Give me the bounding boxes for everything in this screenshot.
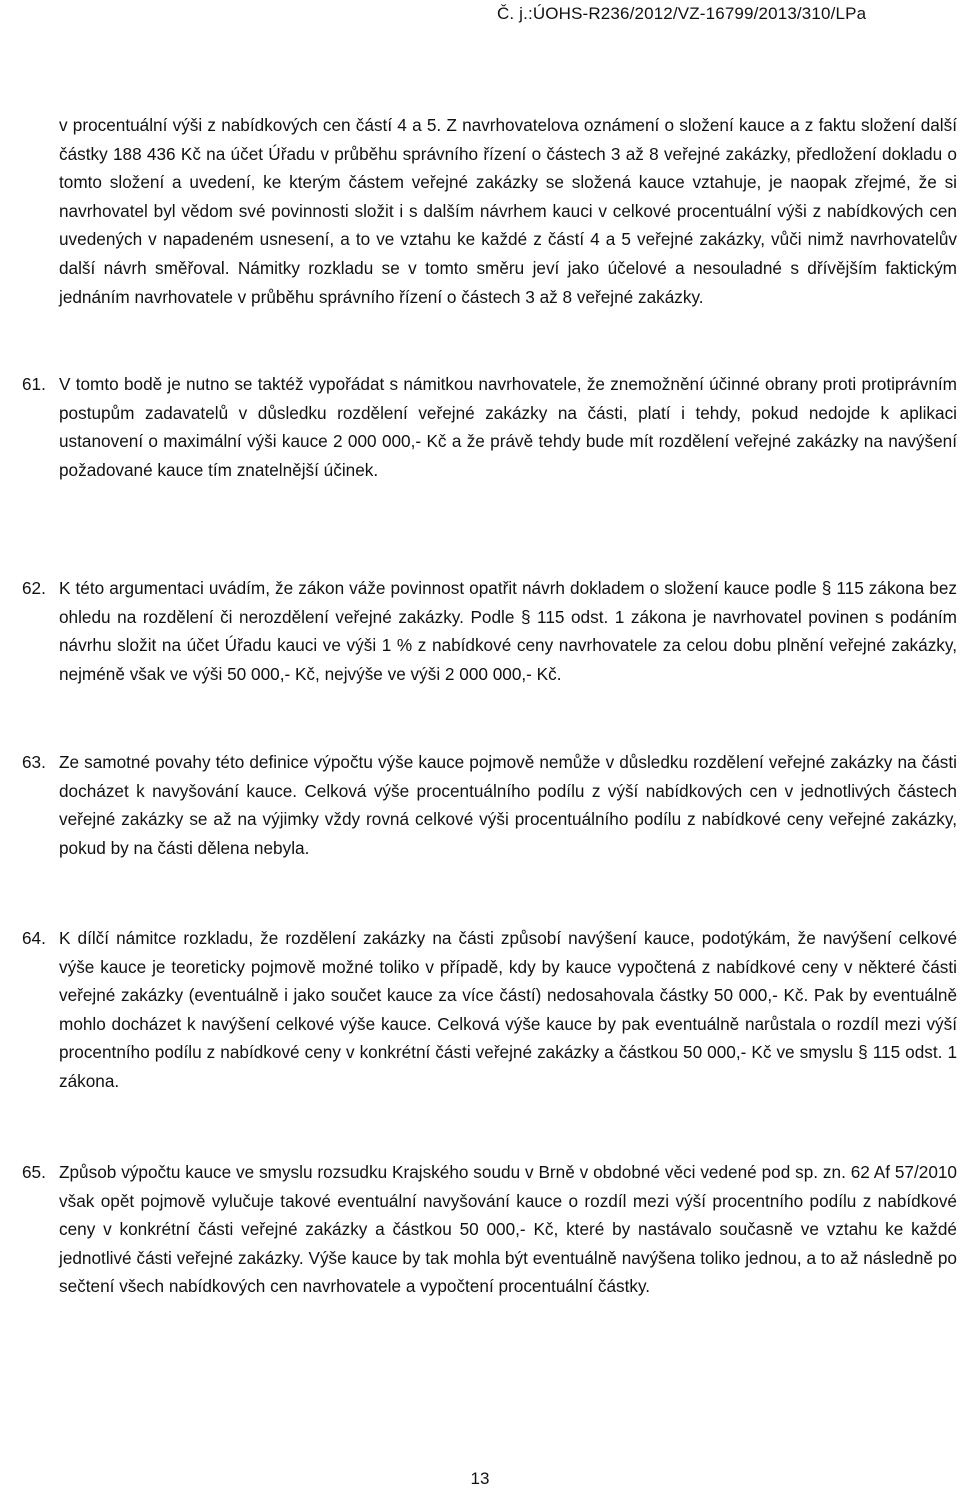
paragraph-text: V tomto bodě je nutno se taktéž vypořádat s námitkou navrhovatele, že znemožnění účinné obrany proti protiprávním postupům zadavatelů v důsledku rozdělení veřejné zakázky na části, platí i tehdy, pokud nedojde k aplikaci ustanovení o maximální výši kauce 2 000 000,- Kč a že právě tehdy bude mít rozdělení veřejné zakázky na navýšení požadované kauce tím znatelnější účinek. (59, 374, 957, 480)
paragraph-number: 61. (22, 374, 46, 394)
paragraph-61 (22, 370, 957, 484)
paragraph-text: Ze samotné povahy této definice výpočtu výše kauce pojmově nemůže v důsledku rozdělení veřejné zakázky na části docházet k navyšování kauce. Celková výše procentuálního podílu z výší nabídkových cen v jednotlivých částech veřejné zakázky se až na výjimky vždy rovná celkové výši procentuálního podílu z nabídkové ceny veřejné zakázky, pokud by na části dělena nebyla. (59, 752, 957, 858)
paragraph-text: K této argumentaci uvádím, že zákon váže povinnost opatřit návrh dokladem o složení kauce podle § 115 zákona bez ohledu na rozdělení či nerozdělení veřejné zakázky. Podle § 115 odst. 1 zákona je navrhovatel povinen s podáním návrhu složit na účet Úřadu kauci ve výši 1 % z nabídkové ceny navrhovatele za celou dobu plnění veřejné zakázky, nejméně však ve výši 50 000,- Kč, nejvýše ve výši 2 000 000,- Kč. (59, 578, 957, 684)
paragraph-number: 64. (22, 928, 46, 948)
paragraph-number: 63. (22, 752, 46, 772)
paragraph-continuation: v procentuální výši z nabídkových cen částí 4 a 5. Z navrhovatelova oznámení o složení kauce a z faktu složení další částky 188 436 Kč na účet Úřadu v průběhu správního řízení o částech 3 až 8 veřejné zakázky, předložení dokladu o tomto složení a uvedení, ke kterým částem veřejné zakázky se složená kauce vztahuje, je naopak zřejmé, že si navrhovatel byl vědom své povinnosti složit i s dalším návrhem kauci v celkové procentuální výši z nabídkových cen uvedených v napadeném usnesení, a to ve vztahu ke každé z částí 4 a 5 veřejné zakázky, vůči nimž navrhovatelův další návrh směřoval. Námitky rozkladu se v tomto směru jeví jako účelové a nesouladné s dřívějším faktickým jednáním navrhovatele v průběhu správního řízení o částech 3 až 8 veřejné zakázky. (59, 115, 957, 307)
paragraph-63 (22, 748, 957, 862)
paragraph-62 (22, 574, 957, 688)
paragraph-text: Způsob výpočtu kauce ve smyslu rozsudku Krajského soudu v Brně v obdobné věci vedené pod sp. zn. 62 Af 57/2010 však opět pojmově vylučuje takové eventuální navyšování kauce o rozdíl mezi výší procentního podílu z nabídkové ceny v konkrétní části veřejné zakázky a částkou 50 000,- Kč, které by nastávalo současně ve vztahu ke každé jednotlivé části veřejné zakázky. Výše kauce by tak mohla být eventuálně navýšena toliko jednou, a to až následně po sečtení všech nabídkových cen navrhovatele a vypočtení procentuální částky. (59, 1162, 957, 1297)
paragraph-text: K dílčí námitce rozkladu, že rozdělení zakázky na části způsobí navýšení kauce, podotýkám, že navýšení celkové výše kauce je teoreticky pojmově možné toliko v případě, kdy by kauce vypočtená z nabídkové ceny v některé části veřejné zakázky (eventuálně i jako součet kauce za více částí) nedosahovala částky 50 000,- Kč. Pak by eventuálně mohlo docházet k navýšení celkové výše kauce. Celková výše kauce by pak eventuálně narůstala o rozdíl mezi výší procentního podílu z nabídkové ceny v konkrétní části veřejné zakázky a částkou 50 000,- Kč ve smyslu § 115 odst. 1 zákona. (59, 928, 957, 1091)
paragraph-number: 65. (22, 1162, 46, 1182)
case-reference-header: Č. j.:ÚOHS-R236/2012/VZ-16799/2013/310/LPa (497, 4, 867, 23)
paragraph-65 (22, 1158, 957, 1301)
page-number: 13 (470, 1469, 490, 1488)
paragraph-64 (22, 924, 957, 1096)
paragraph-number: 62. (22, 578, 46, 598)
